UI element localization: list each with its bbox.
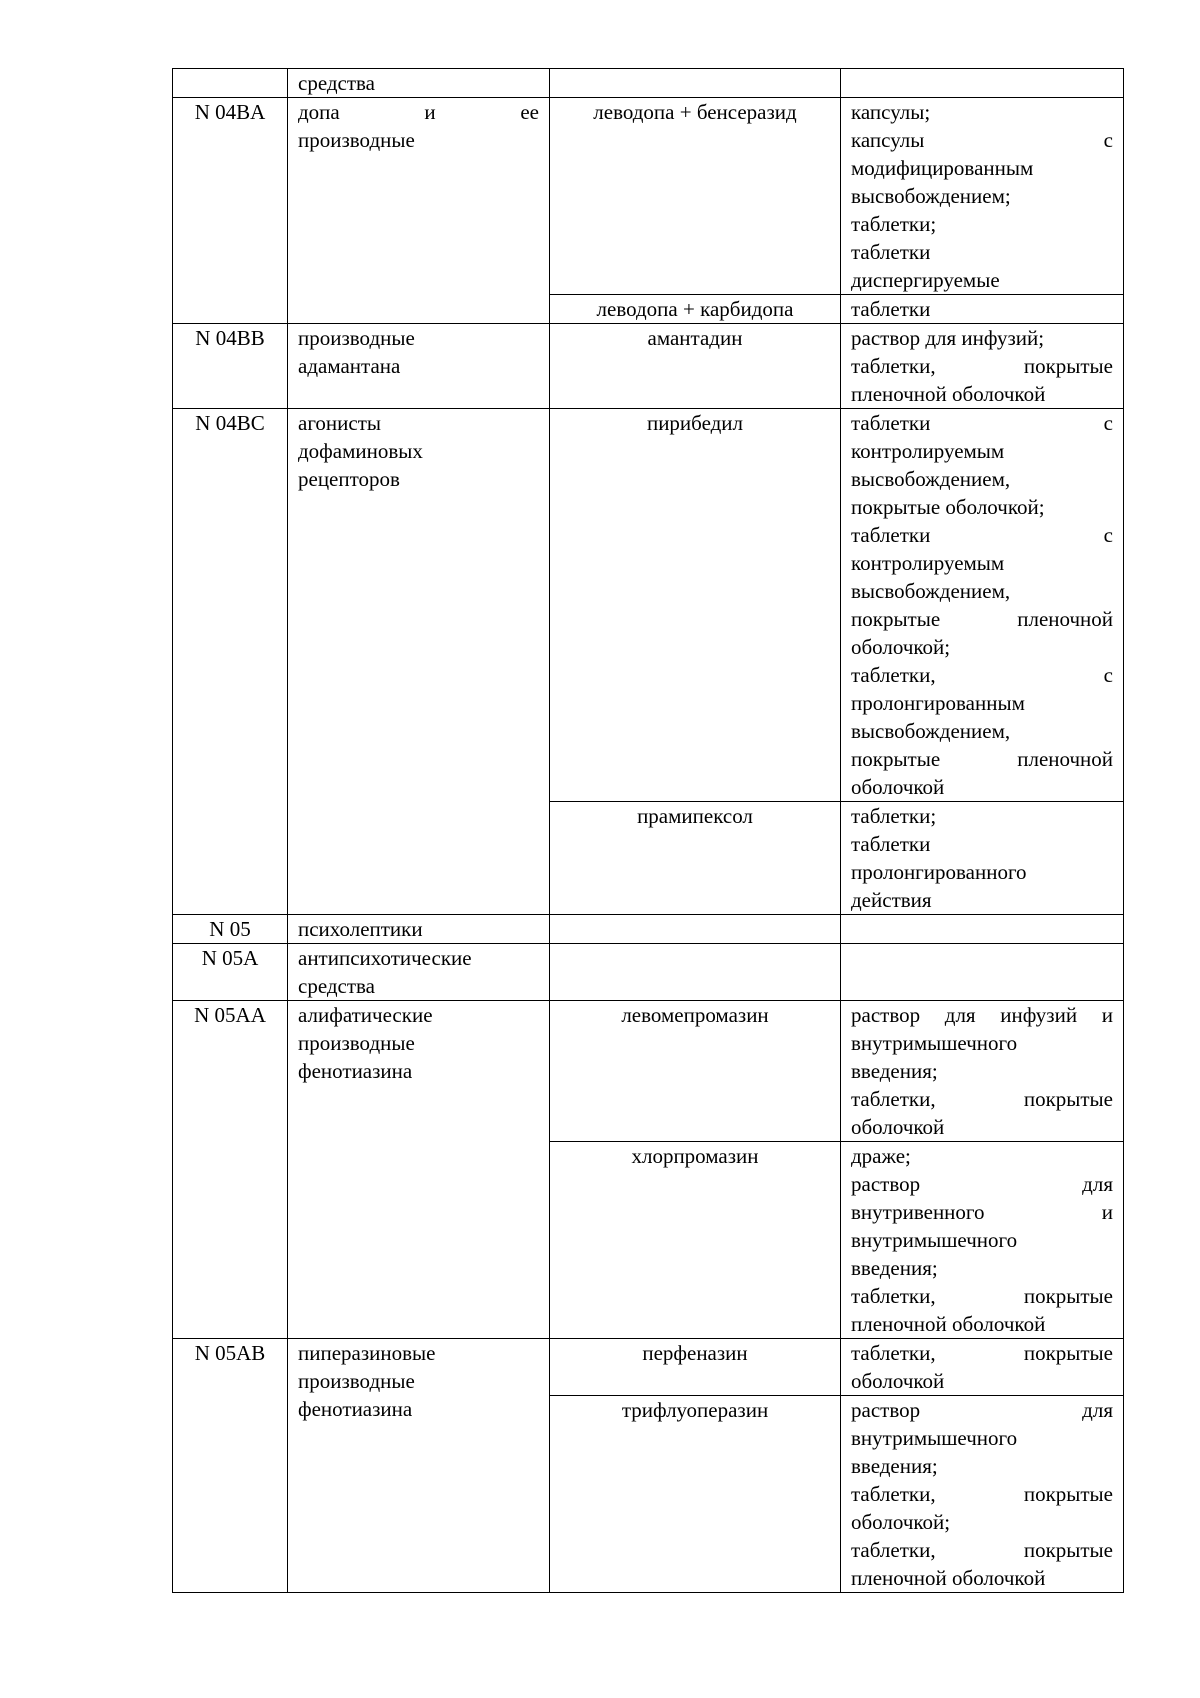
- form-cell: раствор для инфузий и внутримышечного введения; таблетки, покрытые оболочкой: [841, 1001, 1124, 1142]
- table-row: [173, 409, 1124, 802]
- form-cell: капсулы; капсулы с модифицированным высвобождением; таблетки; таблетки диспергируемые: [841, 98, 1124, 295]
- group-cell: пиперазиновые производные фенотиазина: [288, 1339, 550, 1593]
- group-cell: психолептики: [288, 915, 550, 944]
- group-cell: антипсихотические средства: [288, 944, 550, 1001]
- atc-code-cell: N 05AB: [173, 1339, 288, 1593]
- table-row: [173, 944, 1124, 1001]
- table-row: [173, 1339, 1124, 1396]
- drug-cell: [550, 915, 841, 944]
- atc-code-cell: N 05AA: [173, 1001, 288, 1339]
- group-cell: производные адамантана: [288, 324, 550, 409]
- group-cell: алифатические производные фенотиазина: [288, 1001, 550, 1339]
- table-row: [173, 1001, 1124, 1142]
- drug-cell: пирибедил: [550, 409, 841, 802]
- group-cell: средства: [288, 69, 550, 98]
- form-cell: раствор для внутримышечного введения; таблетки, покрытые оболочкой; таблетки, покрытые пленочной оболочкой: [841, 1396, 1124, 1593]
- drug-table: [172, 68, 1124, 1593]
- form-cell: [841, 69, 1124, 98]
- atc-code-cell: N 04BC: [173, 409, 288, 915]
- atc-code-cell: N 04BB: [173, 324, 288, 409]
- form-cell: таблетки: [841, 295, 1124, 324]
- drug-cell: левомепромазин: [550, 1001, 841, 1142]
- form-cell: драже; раствор для внутривенного и внутримышечного введения; таблетки, покрытые пленочной оболочкой: [841, 1142, 1124, 1339]
- table-row: [173, 69, 1124, 98]
- drug-cell: трифлуоперазин: [550, 1396, 841, 1593]
- drug-cell: [550, 944, 841, 1001]
- drug-cell: леводопа + бенсеразид: [550, 98, 841, 295]
- table-row: [173, 324, 1124, 409]
- form-cell: раствор для инфузий; таблетки, покрытые пленочной оболочкой: [841, 324, 1124, 409]
- drug-cell: [550, 69, 841, 98]
- form-cell: таблетки; таблетки пролонгированного действия: [841, 802, 1124, 915]
- form-cell: [841, 944, 1124, 1001]
- form-cell: таблетки с контролируемым высвобождением, покрытые оболочкой; таблетки с контролируемым высвобождением, покрытые пленочной оболочкой; таблетки, с пролонгированным высвобождением, покрытые пленочной оболочкой: [841, 409, 1124, 802]
- drug-cell: хлорпромазин: [550, 1142, 841, 1339]
- form-cell: таблетки, покрытые оболочкой: [841, 1339, 1124, 1396]
- drug-cell: амантадин: [550, 324, 841, 409]
- table-row: [173, 98, 1124, 295]
- table-row: [173, 915, 1124, 944]
- drug-cell: леводопа + карбидопа: [550, 295, 841, 324]
- atc-code-cell: [173, 69, 288, 98]
- drug-cell: перфеназин: [550, 1339, 841, 1396]
- atc-code-cell: N 05: [173, 915, 288, 944]
- group-cell: агонисты дофаминовых рецепторов: [288, 409, 550, 915]
- group-cell: допа и ее производные: [288, 98, 550, 324]
- atc-code-cell: N 04BA: [173, 98, 288, 324]
- drug-cell: прамипексол: [550, 802, 841, 915]
- atc-code-cell: N 05A: [173, 944, 288, 1001]
- form-cell: [841, 915, 1124, 944]
